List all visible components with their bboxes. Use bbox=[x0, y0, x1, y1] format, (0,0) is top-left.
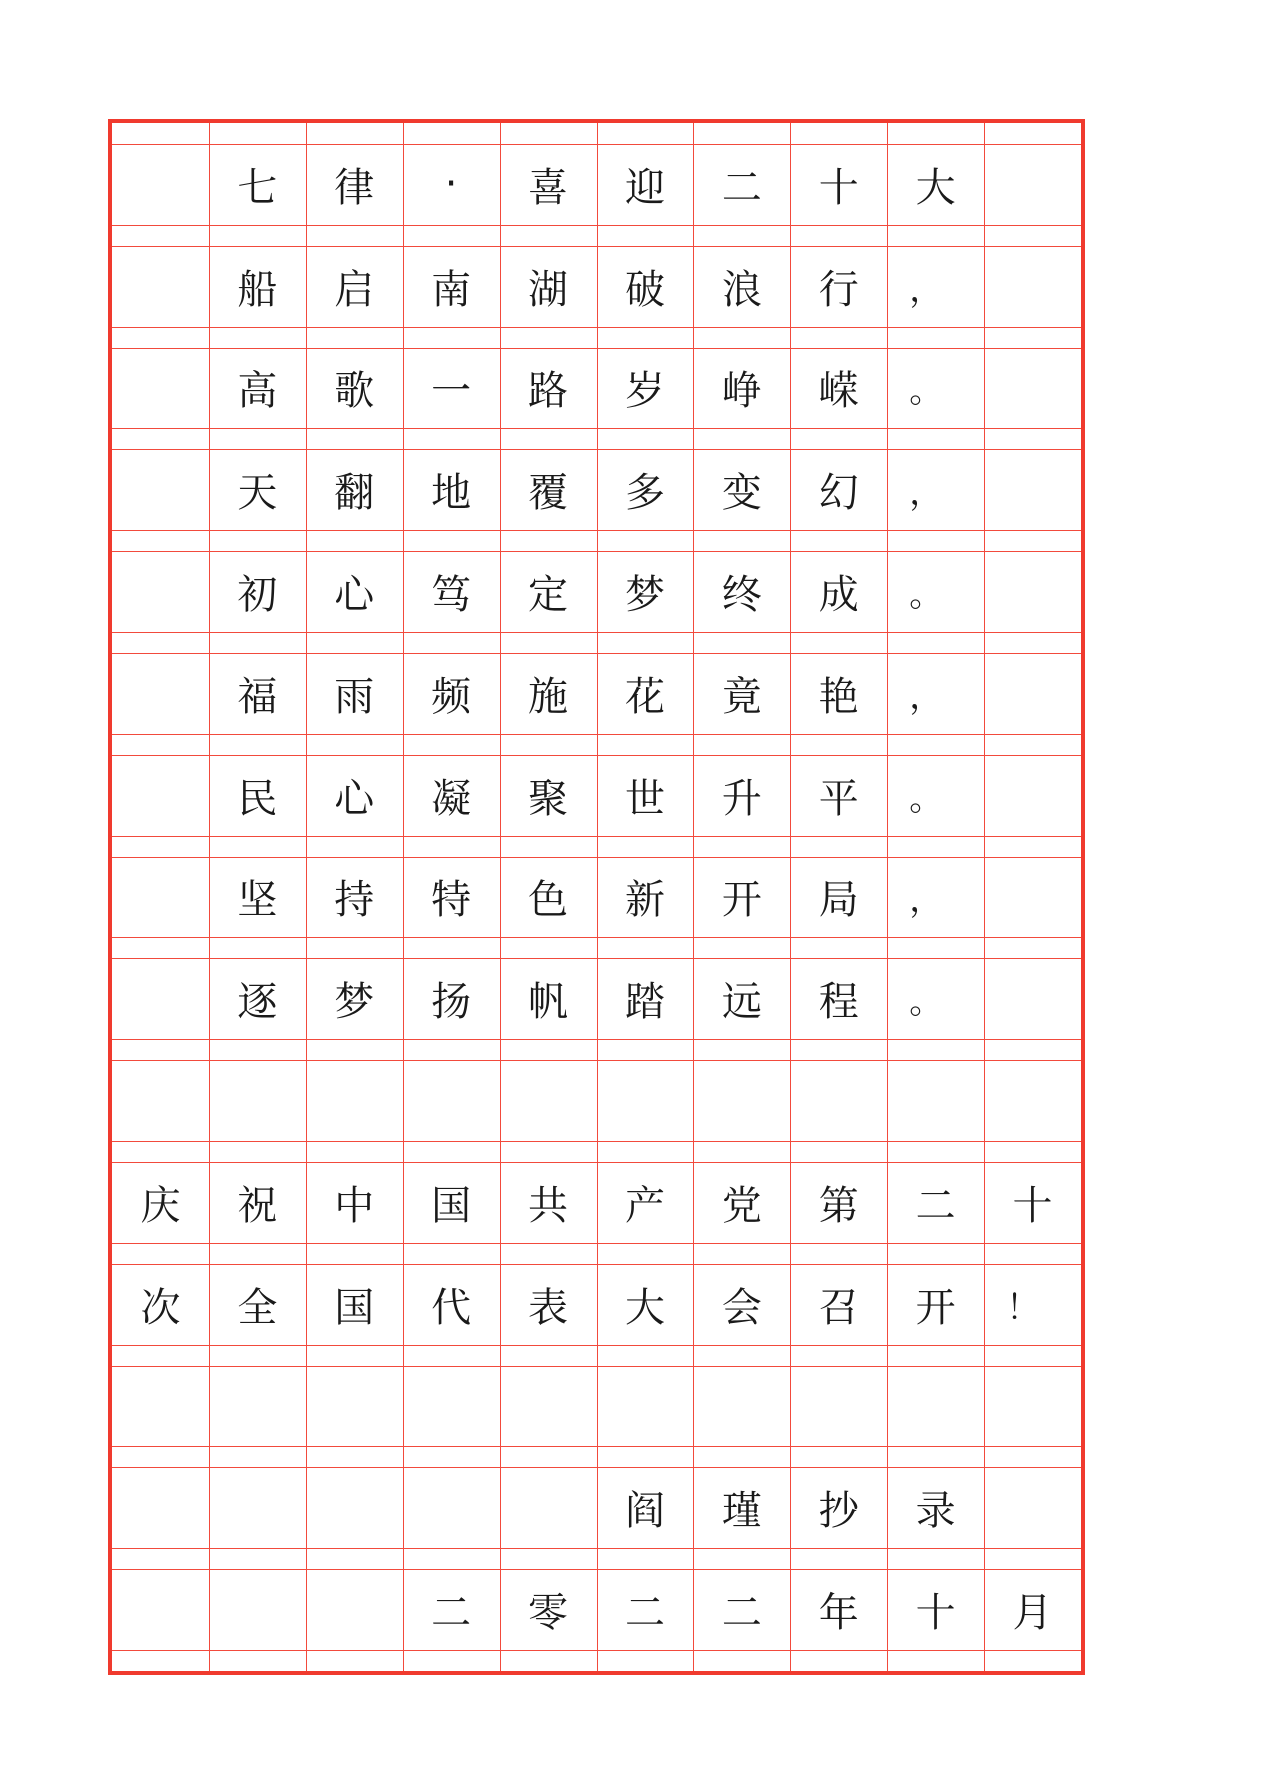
grid-character: 梦 bbox=[334, 979, 375, 1026]
grid-character: 二 bbox=[721, 164, 762, 211]
grid-character: 二 bbox=[624, 1590, 665, 1637]
grid-character: ， bbox=[909, 473, 944, 514]
grid-character: 扬 bbox=[431, 979, 472, 1026]
grid-row-line bbox=[112, 530, 1081, 531]
grid-character: 开 bbox=[915, 1284, 956, 1331]
grid-character: 竟 bbox=[721, 673, 762, 720]
grid-character: 共 bbox=[528, 1182, 569, 1229]
grid-row-line bbox=[112, 1446, 1081, 1447]
grid-row-line bbox=[112, 734, 1081, 735]
grid-character: 零 bbox=[528, 1590, 569, 1637]
grid-character: 特 bbox=[431, 877, 472, 924]
grid-character: 岁 bbox=[624, 368, 665, 415]
grid-character: 心 bbox=[334, 775, 375, 822]
grid-character: ， bbox=[909, 676, 944, 717]
grid-row-line bbox=[112, 1141, 1081, 1142]
grid-character: ， bbox=[909, 880, 944, 921]
grid-character: 年 bbox=[818, 1590, 859, 1637]
grid-character: 歌 bbox=[334, 368, 375, 415]
grid-character: 大 bbox=[624, 1284, 665, 1331]
grid-character: 路 bbox=[528, 368, 569, 415]
grid-row-line bbox=[112, 428, 1081, 429]
grid-row-line bbox=[112, 1039, 1081, 1040]
grid-character: 局 bbox=[818, 877, 859, 924]
grid-character: 党 bbox=[721, 1182, 762, 1229]
grid-character: 二 bbox=[721, 1590, 762, 1637]
grid-character: 喜 bbox=[528, 164, 569, 211]
grid-character: 国 bbox=[334, 1284, 375, 1331]
grid-character: 。 bbox=[909, 778, 944, 819]
grid-character: 福 bbox=[237, 673, 278, 720]
grid-character: 次 bbox=[140, 1284, 181, 1331]
grid-character: ， bbox=[909, 269, 944, 310]
grid-character: 船 bbox=[237, 266, 278, 313]
grid-character: 召 bbox=[818, 1284, 859, 1331]
grid-character: 定 bbox=[528, 572, 569, 619]
grid-character: 中 bbox=[334, 1182, 375, 1229]
grid-character: 产 bbox=[624, 1182, 665, 1229]
grid-character: 凝 bbox=[431, 775, 472, 822]
grid-character: 踏 bbox=[624, 979, 665, 1026]
grid-character: 月 bbox=[1012, 1590, 1053, 1637]
grid-character: 瑾 bbox=[721, 1488, 762, 1535]
grid-character: 庆 bbox=[140, 1182, 181, 1229]
grid-character: 平 bbox=[818, 775, 859, 822]
grid-character: 二 bbox=[431, 1590, 472, 1637]
grid-character: 逐 bbox=[237, 979, 278, 1026]
grid-character: 多 bbox=[624, 470, 665, 517]
grid-character: 祝 bbox=[237, 1182, 278, 1229]
grid-character: 。 bbox=[909, 371, 944, 412]
grid-character: 新 bbox=[624, 877, 665, 924]
grid-row-line bbox=[112, 836, 1081, 837]
grid-character: · bbox=[444, 161, 458, 208]
grid-character: 阎 bbox=[624, 1488, 665, 1535]
grid-character: 嵘 bbox=[818, 368, 859, 415]
grid-character: 第 bbox=[818, 1182, 859, 1229]
grid-character: 色 bbox=[528, 877, 569, 924]
grid-row-line bbox=[112, 937, 1081, 938]
grid-character: 艳 bbox=[818, 673, 859, 720]
grid-character: 迎 bbox=[624, 164, 665, 211]
grid-character: 峥 bbox=[721, 368, 762, 415]
grid-character: 民 bbox=[237, 775, 278, 822]
grid-row-line bbox=[112, 225, 1081, 226]
grid-row-line bbox=[112, 1060, 1081, 1061]
grid-character: 程 bbox=[818, 979, 859, 1026]
grid-character: 十 bbox=[1012, 1182, 1053, 1229]
grid-character: 。 bbox=[909, 575, 944, 616]
grid-character: 十 bbox=[818, 164, 859, 211]
grid-character: 世 bbox=[624, 775, 665, 822]
grid-row-line bbox=[112, 1243, 1081, 1244]
grid-character: 高 bbox=[237, 368, 278, 415]
grid-character: 七 bbox=[237, 164, 278, 211]
grid-character: 翻 bbox=[334, 470, 375, 517]
grid-character: 聚 bbox=[528, 775, 569, 822]
grid-character: 变 bbox=[721, 470, 762, 517]
grid-character: ！ bbox=[1006, 1287, 1041, 1328]
grid-character: 初 bbox=[237, 572, 278, 619]
grid-character: 远 bbox=[721, 979, 762, 1026]
grid-character: 浪 bbox=[721, 266, 762, 313]
grid-column-line bbox=[984, 123, 985, 1671]
grid-character: 大 bbox=[915, 164, 956, 211]
grid-character: 会 bbox=[721, 1284, 762, 1331]
grid-character: 录 bbox=[915, 1488, 956, 1535]
grid-character: 升 bbox=[721, 775, 762, 822]
grid-character: 破 bbox=[624, 266, 665, 313]
grid-character: 坚 bbox=[237, 877, 278, 924]
manuscript-grid-sheet bbox=[108, 119, 1085, 1675]
grid-character: 二 bbox=[915, 1182, 956, 1229]
grid-character: 一 bbox=[431, 368, 472, 415]
grid-character: 帆 bbox=[528, 979, 569, 1026]
grid-row-line bbox=[112, 632, 1081, 633]
grid-character: 雨 bbox=[334, 673, 375, 720]
grid-character: 湖 bbox=[528, 266, 569, 313]
grid-character: 梦 bbox=[624, 572, 665, 619]
grid-character: 终 bbox=[721, 572, 762, 619]
grid-character: 开 bbox=[721, 877, 762, 924]
grid-character: 抄 bbox=[818, 1488, 859, 1535]
grid-character: 代 bbox=[431, 1284, 472, 1331]
grid-row-line bbox=[112, 1650, 1081, 1651]
grid-row-line bbox=[112, 1345, 1081, 1346]
grid-row-line bbox=[112, 1366, 1081, 1367]
grid-character: 表 bbox=[528, 1284, 569, 1331]
grid-character: 行 bbox=[818, 266, 859, 313]
grid-character: 。 bbox=[909, 982, 944, 1023]
grid-character: 地 bbox=[431, 470, 472, 517]
grid-character: 施 bbox=[528, 673, 569, 720]
grid-character: 国 bbox=[431, 1182, 472, 1229]
grid-character: 十 bbox=[915, 1590, 956, 1637]
grid-character: 南 bbox=[431, 266, 472, 313]
grid-character: 笃 bbox=[431, 572, 472, 619]
grid-character: 启 bbox=[334, 266, 375, 313]
grid-row-line bbox=[112, 327, 1081, 328]
grid-character: 幻 bbox=[818, 470, 859, 517]
grid-character: 成 bbox=[818, 572, 859, 619]
grid-character: 持 bbox=[334, 877, 375, 924]
grid-character: 花 bbox=[624, 673, 665, 720]
grid-character: 全 bbox=[237, 1284, 278, 1331]
grid-character: 心 bbox=[334, 572, 375, 619]
grid-character: 频 bbox=[431, 673, 472, 720]
grid-row-line bbox=[112, 1548, 1081, 1549]
grid-character: 天 bbox=[237, 470, 278, 517]
grid-character: 律 bbox=[334, 164, 375, 211]
grid-character: 覆 bbox=[528, 470, 569, 517]
